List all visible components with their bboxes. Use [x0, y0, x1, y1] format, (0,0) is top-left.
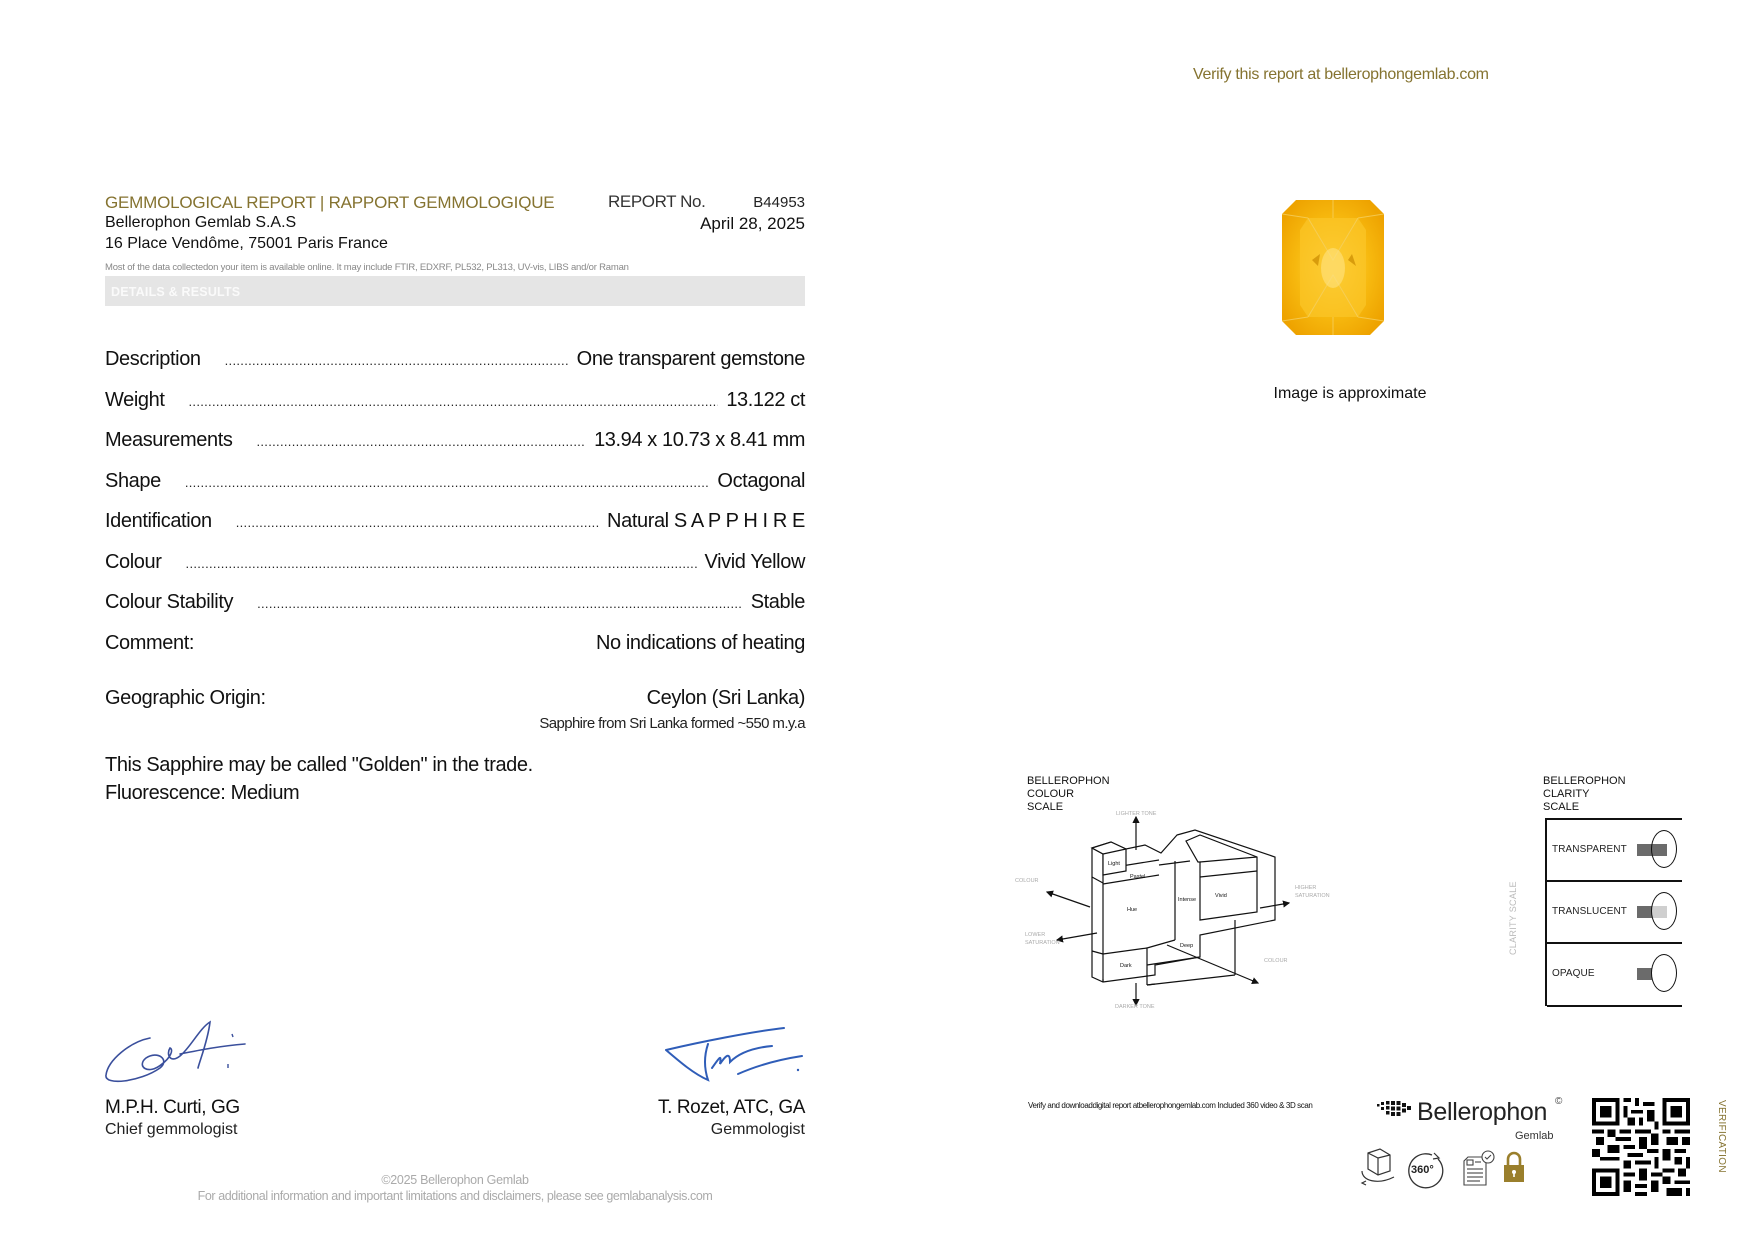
result-value: Octagonal	[717, 469, 805, 492]
result-row-identification	[105, 510, 805, 551]
report-number: B44953	[753, 194, 805, 211]
clarity-label: TRANSLUCENT	[1552, 906, 1627, 917]
title-line: BELLEROPHON	[1027, 775, 1110, 787]
block-light: Light	[1108, 861, 1120, 867]
result-row-weight	[105, 389, 805, 430]
details-results-band	[105, 276, 805, 306]
trade-note: This Sapphire may be called "Golden" in the trade.	[105, 754, 533, 776]
origin-note: Sapphire from Sri Lanka formed ~550 m.y.a	[539, 715, 805, 732]
title-line: SCALE	[1543, 801, 1580, 813]
clarity-label: TRANSPARENT	[1552, 844, 1627, 855]
result-label: Colour Stability	[105, 591, 234, 613]
result-value: Natural S A P P H I R E	[607, 510, 805, 532]
block-intense: Intense	[1178, 897, 1197, 903]
gemstone-image	[1282, 200, 1384, 335]
svg-text:COLOUR: COLOUR	[1015, 878, 1039, 884]
verification-qr-code[interactable]	[1592, 1098, 1690, 1196]
result-label: Weight	[105, 388, 165, 411]
result-row-comment	[105, 632, 805, 673]
band-label: DETAILS & RESULTS	[111, 285, 241, 299]
verification-label: VERIFICATION	[1716, 1100, 1727, 1173]
result-label: Comment:	[105, 631, 195, 654]
block-vivid: Vivid	[1215, 893, 1227, 899]
result-row-description	[105, 348, 805, 389]
image-caption: Image is approximate	[1273, 385, 1427, 402]
results-list	[105, 348, 805, 672]
signature-curti	[100, 1020, 250, 1090]
signature-rozet	[660, 1020, 810, 1090]
clarity-bar	[1637, 968, 1652, 980]
gem-outline-icon	[1651, 830, 1677, 868]
svg-text:SATURATION: SATURATION	[1025, 940, 1060, 946]
dot-leader	[256, 434, 586, 449]
dot-leader	[257, 596, 743, 611]
origin-value: Ceylon (Sri Lanka)	[646, 687, 805, 709]
result-label: Colour	[105, 550, 162, 573]
result-label: Measurements	[105, 429, 233, 451]
data-collection-note: Most of the data collectedon your item is available online. It may include FTIR, EDXRF, PL532, PL313, UV-vis, LIBS and/or Raman	[105, 262, 629, 273]
clarity-side-label: CLARITY SCALE	[1508, 881, 1518, 955]
certificate-icon	[1464, 1151, 1494, 1185]
svg-text:360°: 360°	[1411, 1164, 1434, 1176]
result-row-measurements	[105, 429, 805, 470]
title-line: BELLEROPHON	[1543, 775, 1626, 787]
result-label: Shape	[105, 469, 161, 492]
result-value: Stable	[750, 591, 805, 613]
fluorescence: Fluorescence: Medium	[105, 782, 300, 804]
result-value: 13.94 x 10.73 x 8.41 mm	[594, 429, 805, 451]
dot-leader	[186, 556, 697, 571]
digital-features-icons	[1360, 1145, 1560, 1190]
signatory-name-1: M.P.H. Curti, GG	[105, 1097, 240, 1118]
title-line: SCALE	[1027, 801, 1064, 813]
copyright: ©2025 Bellerophon Gemlab	[381, 1173, 529, 1187]
svg-text:HIGHER: HIGHER	[1295, 885, 1317, 891]
result-label: Identification	[105, 510, 212, 532]
report-date: April 28, 2025	[700, 214, 805, 233]
svg-text:LIGHTER TONE: LIGHTER TONE	[1116, 811, 1157, 817]
3d-scan-icon	[1362, 1149, 1394, 1185]
result-value: One transparent gemstone	[576, 348, 805, 370]
lab-address: 16 Place Vendôme, 75001 Paris France	[105, 235, 388, 252]
result-value: No indications of heating	[595, 631, 805, 654]
clarity-row-opaque	[1547, 942, 1682, 1007]
disclaimer: For additional information and important limitations and disclaimers, please see gemlabanalysis.com	[197, 1189, 713, 1203]
colour-scale-diagram	[1015, 805, 1355, 1010]
origin-label: Geographic Origin:	[105, 687, 266, 709]
digital-report-note: Verify and downloaddigital report atbellerophongemlab.com Included 360 video & 3D scan	[1028, 1101, 1313, 1110]
svg-text:DARKER TONE: DARKER TONE	[1115, 1004, 1155, 1010]
clarity-scale-title	[1543, 775, 1626, 814]
result-row-colour	[105, 551, 805, 592]
clarity-scale-table	[1545, 818, 1682, 1006]
gem-outline-icon	[1651, 892, 1677, 930]
brand-name: Bellerophon	[1417, 1098, 1548, 1126]
dot-leader	[185, 475, 710, 490]
signatory-role-2: Gemmologist	[710, 1121, 805, 1138]
clarity-label: OPAQUE	[1552, 968, 1595, 979]
clarity-bar	[1637, 844, 1652, 856]
block-deep: Deep	[1180, 943, 1194, 949]
bellerophon-logo-icon	[1375, 1098, 1413, 1122]
dot-leader	[236, 515, 599, 530]
clarity-row-transparent	[1547, 818, 1682, 881]
signatory-role-1: Chief gemmologist	[105, 1121, 238, 1138]
title-line: CLARITY	[1543, 788, 1590, 800]
gem-outline-icon	[1651, 954, 1677, 992]
svg-text:LOWER: LOWER	[1025, 932, 1046, 938]
report-number-label: REPORT No.	[608, 192, 706, 211]
lab-name: Bellerophon Gemlab S.A.S	[105, 214, 297, 231]
svg-text:SATURATION: SATURATION	[1295, 893, 1330, 899]
result-value: Vivid Yellow	[704, 550, 805, 573]
signatory-name-2: T. Rozet, ATC, GA	[658, 1097, 805, 1118]
clarity-bar	[1637, 906, 1652, 918]
block-pastel: Pastel	[1130, 874, 1146, 880]
title-line: COLOUR	[1027, 788, 1075, 800]
block-hue: Hue	[1127, 907, 1138, 913]
brand-registered: ©	[1555, 1096, 1563, 1107]
brand-subtitle: Gemlab	[1515, 1130, 1554, 1142]
360-video-icon	[1409, 1153, 1443, 1188]
verify-report-link[interactable]: Verify this report at bellerophongemlab.com	[1193, 66, 1489, 83]
block-dark: Dark	[1120, 963, 1132, 969]
dot-leader	[189, 394, 719, 409]
dot-leader	[225, 353, 569, 368]
result-row-colour-stability	[105, 591, 805, 632]
lock-icon	[1504, 1153, 1524, 1182]
result-label: Description	[105, 348, 201, 370]
report-title: GEMMOLOGICAL REPORT | RAPPORT GEMMOLOGIQUE	[105, 193, 555, 212]
result-value: 13.122 ct	[726, 388, 805, 411]
result-row-shape	[105, 470, 805, 511]
clarity-row-translucent	[1547, 880, 1682, 943]
svg-text:COLOUR: COLOUR	[1264, 958, 1288, 964]
